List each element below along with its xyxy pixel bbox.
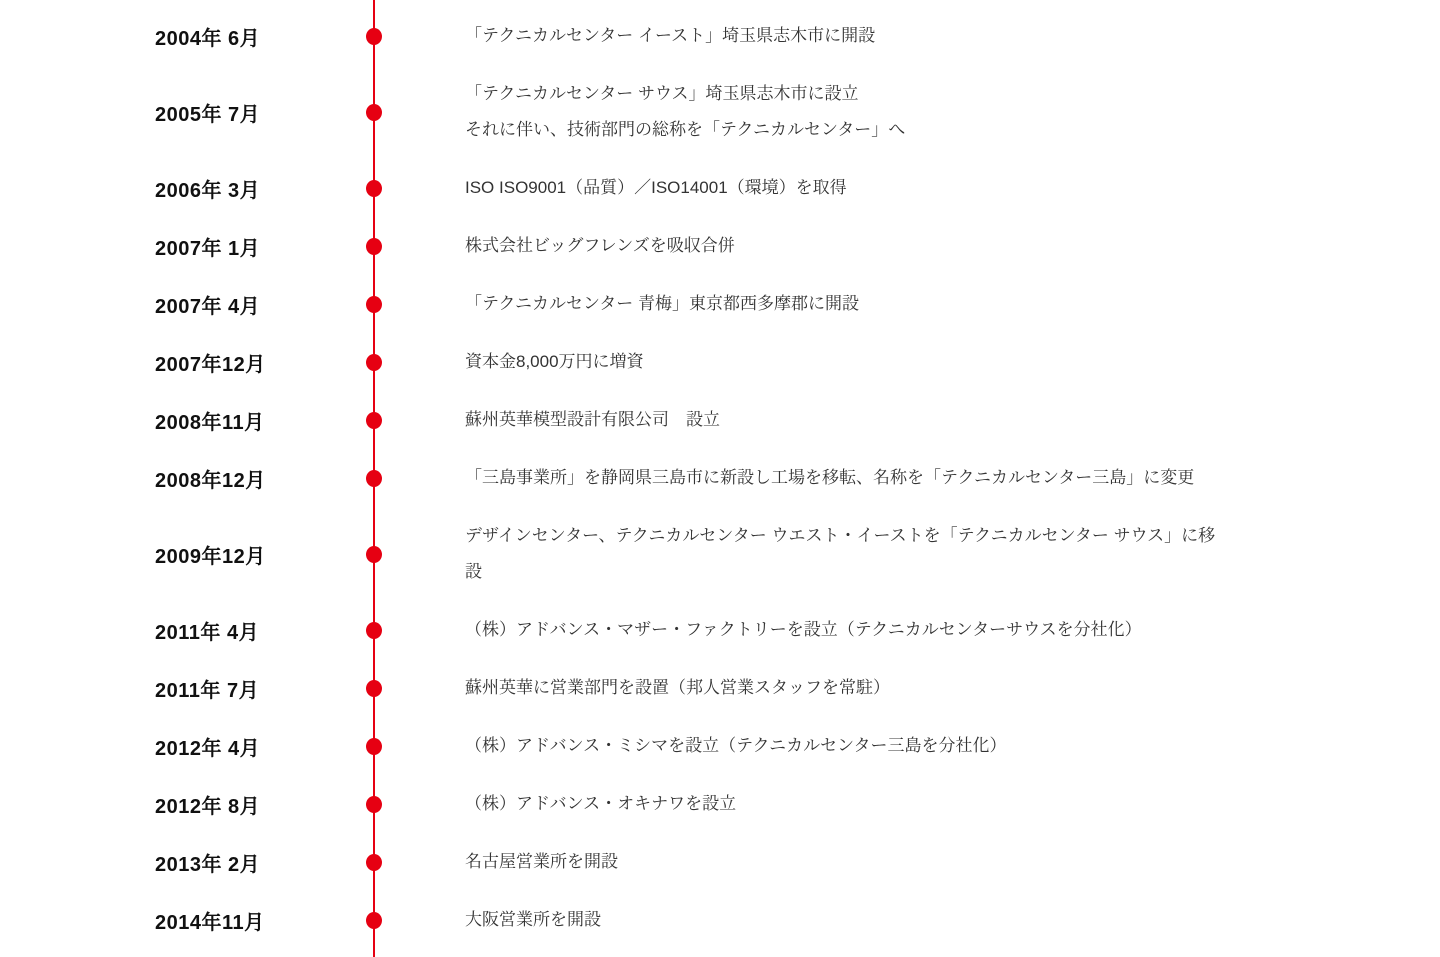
timeline-date: 2007年 4月 [155,295,261,318]
timeline-description-line: ISO ISO9001（品質）／ISO14001（環境）を取得 [465,178,847,197]
timeline-item [0,833,1440,891]
timeline-dot-icon [366,796,382,813]
timeline-description-line: 名古屋営業所を開設 [465,852,618,871]
timeline-date: 2007年12月 [155,353,266,376]
timeline-date: 2005年 7月 [155,103,261,126]
timeline-item [0,449,1440,507]
timeline-description [465,170,847,206]
timeline-item [0,601,1440,659]
timeline-dot-icon [366,854,382,871]
timeline-description [465,286,859,322]
timeline-date: 2007年 1月 [155,237,261,260]
timeline-dot-icon [366,738,382,755]
timeline-item [0,7,1440,65]
timeline-item [0,159,1440,217]
timeline-item [0,891,1440,949]
timeline-description-line: （株）アドバンス・オキナワを設立 [465,794,737,813]
timeline-description [465,612,1142,648]
timeline-date: 2012年 8月 [155,795,261,818]
timeline-dot-icon [366,912,382,929]
timeline-description-line: 蘇州英華に営業部門を設置（邦人営業スタッフを常駐） [465,678,890,697]
timeline-description-line: 「三島事業所」を静岡県三島市に新設し工場を移転、名称を「テクニカルセンター三島」に変更 [465,468,1195,487]
timeline-date: 2004年 6月 [155,27,261,50]
timeline-dot-icon [366,546,382,563]
timeline-description-line: 蘇州英華模型設計有限公司 設立 [465,410,720,429]
timeline-item [0,217,1440,275]
timeline-description [465,670,890,706]
timeline-date: 2009年12月 [155,545,266,568]
timeline-description-line: 株式会社ビッグフレンズを吸収合併 [465,236,735,255]
timeline-date: 2011年 7月 [155,679,260,702]
timeline-date: 2012年 4月 [155,737,261,760]
timeline-dot-icon [366,680,382,697]
timeline-description [465,786,736,822]
timeline-description [465,18,875,54]
timeline-description [465,402,720,438]
timeline-description-line: デザインセンター、テクニカルセンター ウエスト・イーストを「テクニカルセンター サウス」に移 [465,526,1216,545]
timeline-description [465,518,1215,590]
timeline-item [0,717,1440,775]
timeline-date: 2008年12月 [155,469,266,492]
timeline-item [0,507,1440,601]
timeline-description-line: 「テクニカルセンター サウス」埼玉県志木市に設立 [465,84,859,103]
timeline-description-line: それに伴い、技術部門の総称を「テクニカルセンター」へ [465,120,906,139]
timeline-description-line: 資本金8,000万円に増資 [465,352,644,371]
timeline-description [465,460,1194,496]
timeline-description [465,902,601,938]
timeline-description [465,844,618,880]
timeline-dot-icon [366,622,382,639]
timeline-dot-icon [366,104,382,121]
timeline-item [0,391,1440,449]
timeline-dot-icon [366,354,382,371]
timeline-items [0,7,1440,949]
timeline-item [0,65,1440,159]
timeline-description [465,228,735,264]
timeline-description-line: （株）アドバンス・マザー・ファクトリーを設立（テクニカルセンターサウスを分社化） [465,620,1142,639]
timeline-description [465,728,1006,764]
timeline-dot-icon [366,412,382,429]
timeline-item [0,333,1440,391]
timeline-description [465,76,905,148]
timeline-date: 2013年 2月 [155,853,261,876]
timeline-date: 2008年11月 [155,411,265,434]
timeline-description-line: 大阪営業所を開設 [465,910,601,929]
timeline-description-line: 「テクニカルセンター イースト」埼玉県志木市に開設 [465,26,876,45]
timeline-dot-icon [366,180,382,197]
timeline-dot-icon [366,296,382,313]
timeline-description [465,344,644,380]
timeline-description-line: （株）アドバンス・ミシマを設立（テクニカルセンター三島を分社化） [465,736,1007,755]
timeline-date: 2006年 3月 [155,179,261,202]
timeline-date: 2011年 4月 [155,621,260,644]
timeline-date: 2014年11月 [155,911,265,934]
timeline-item [0,275,1440,333]
timeline-dot-icon [366,470,382,487]
timeline-description-line: 設 [465,562,482,581]
timeline-item [0,659,1440,717]
timeline-item [0,775,1440,833]
timeline-dot-icon [366,238,382,255]
timeline-dot-icon [366,28,382,45]
timeline-description-line: 「テクニカルセンター 青梅」東京都西多摩郡に開設 [465,294,860,313]
